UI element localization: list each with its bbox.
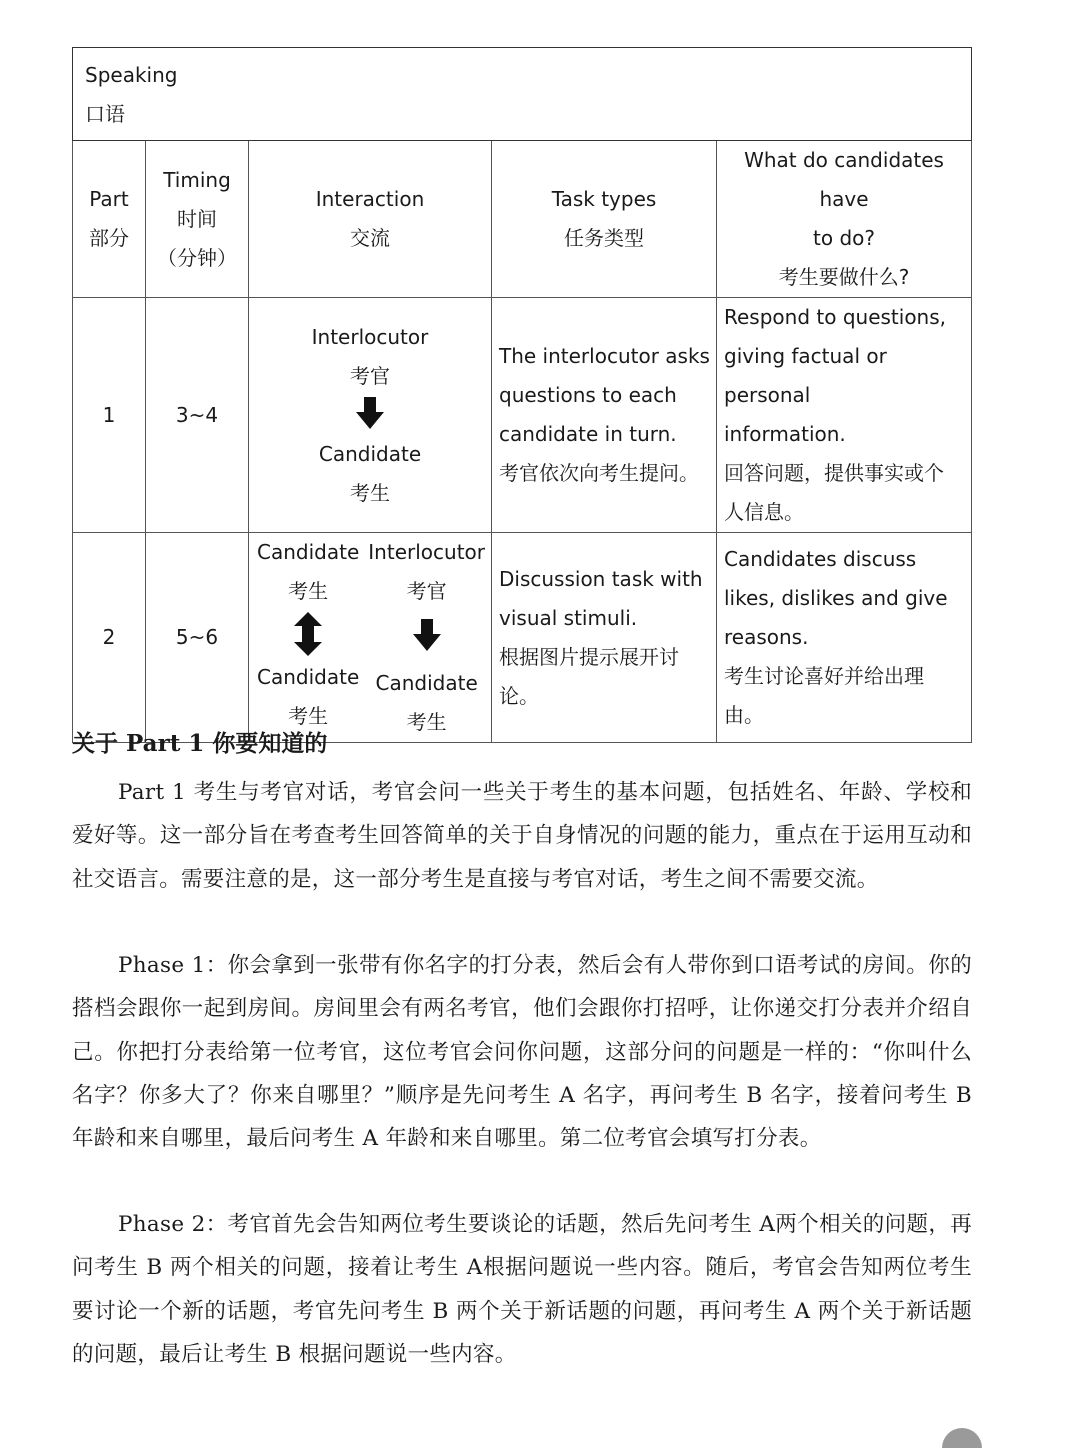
header-task-en: Task types	[551, 187, 657, 211]
down-arrow-icon	[368, 617, 485, 664]
table-row	[73, 298, 972, 533]
row2-what-line: reasons.	[724, 625, 809, 649]
down-arrow-icon	[249, 396, 491, 435]
row2-what	[717, 533, 972, 743]
row2-right-from-en: Interlocutor	[368, 540, 485, 564]
header-interaction-en: Interaction	[315, 187, 425, 211]
header-timing	[146, 141, 249, 298]
row2-interaction-left	[257, 533, 359, 742]
row2-task-line: Discussion task with	[499, 566, 703, 591]
row1-task-line: 考官依次向考生提问。	[499, 461, 699, 485]
row1-interaction-to-zh: 考生	[350, 480, 390, 505]
row1-what	[717, 298, 972, 533]
row2-what-line: Candidates discuss	[724, 547, 917, 571]
row1-what-line: information.	[724, 422, 846, 446]
row1-task	[492, 298, 717, 533]
row2-left-from-zh: 考生	[288, 579, 329, 603]
header-what-en-1: What do candidates have	[744, 148, 944, 211]
section-title: 关于 Part 1 你要知道的	[72, 730, 328, 757]
row2-timing: 5~6	[146, 533, 249, 743]
row1-interaction-from-zh: 考官	[350, 363, 390, 388]
row2-task-line: 论。	[499, 683, 539, 708]
header-interaction	[249, 141, 492, 298]
table-header-row	[73, 141, 972, 298]
header-what-zh: 考生要做什么?	[778, 265, 910, 289]
row1-what-line: 人信息。	[724, 500, 804, 524]
header-task-types	[492, 141, 717, 298]
header-timing-en: Timing	[163, 167, 231, 192]
row2-left-to-zh: 考生	[288, 704, 329, 728]
row1-timing: 3~4	[146, 298, 249, 533]
header-part-en: Part	[89, 187, 129, 211]
header-timing-zh: 时间	[177, 206, 217, 231]
row1-what-line: giving factual or personal	[724, 344, 887, 407]
row1-interaction-from-en: Interlocutor	[311, 324, 429, 349]
row2-what-line: 由。	[724, 703, 764, 727]
row2-right-to-zh: 考生	[406, 710, 447, 734]
row2-left-from-en: Candidate	[257, 540, 360, 564]
row2-task-line: 根据图片提示展开讨	[499, 644, 679, 669]
paragraph-phase1: Phase 1：你会拿到一张带有你名字的打分表，然后会有人带你到口语考试的房间。你的搭档会跟你一起到房间。房间里会有两名考官，他们会跟你打招呼，让你递交打分表并介绍自己。你把打分表给第一位考官，这位考官会问你问题，这部分问的问题是一样的：“你叫什么名字？你多大了？你来自哪里？”顺序是先问考生 A 名字，再问考生 B 名字，接着问考生 B年龄和来自哪里，最后问考生 A 年龄和来自哪里。第二位考官会填写打分表。	[72, 953, 972, 1152]
double-arrow-icon	[257, 611, 359, 658]
page-corner-button[interactable]	[942, 1428, 982, 1448]
row2-what-line: likes, dislikes and give	[724, 586, 948, 610]
table-title-zh: 口语	[85, 102, 125, 126]
row2-interaction-right	[368, 533, 485, 742]
row1-task-line: questions to each	[499, 383, 677, 407]
row2-what-line: 考生讨论喜好并给出理	[724, 664, 924, 688]
row1-what-line: 回答问题，提供事实或个	[724, 461, 944, 485]
table-row	[73, 533, 972, 743]
header-task-zh: 任务类型	[564, 226, 644, 250]
row2-task-line: visual stimuli.	[499, 605, 638, 630]
row1-interaction-to-en: Candidate	[318, 441, 422, 466]
row1-part: 1	[73, 298, 146, 533]
row2-part: 2	[73, 533, 146, 743]
row1-task-line: candidate in turn.	[499, 422, 677, 446]
speaking-table	[72, 47, 972, 743]
row2-interaction	[249, 533, 492, 743]
row2-right-to-en: Candidate	[375, 671, 478, 695]
header-part-zh: 部分	[89, 226, 129, 250]
table-title-en: Speaking	[85, 63, 178, 87]
table-title-cell	[73, 48, 972, 141]
header-part	[73, 141, 146, 298]
row1-task-line: The interlocutor asks	[499, 344, 710, 368]
header-what-to-do	[717, 141, 972, 298]
header-what-en-2: to do?	[813, 226, 876, 250]
paragraph-phase2: Phase 2：考官首先会告知两位考生要谈论的话题，然后先问考生 A两个相关的问题，再问考生 B 两个相关的问题，接着让考生 A根据问题说一些内容。随后，考官会告知两位考生要讨论一个新的话题，考官先问考生 B 两个关于新话题的问题，再问考生 A 两个关于新话题的问题，最后让考生 B 根据问题说一些内容。	[72, 1212, 972, 1367]
header-interaction-zh: 交流	[350, 226, 390, 250]
row1-interaction	[249, 298, 492, 533]
header-timing-unit: （分钟）	[157, 245, 237, 270]
row2-left-to-en: Candidate	[257, 665, 360, 689]
row2-task	[492, 533, 717, 743]
row1-what-line: Respond to questions,	[724, 305, 947, 329]
row2-right-from-zh: 考官	[406, 579, 447, 603]
paragraph-part1: Part 1 考生与考官对话，考官会问一些关于考生的基本问题，包括姓名、年龄、学校和爱好等。这一部分旨在考查考生回答简单的关于自身情况的问题的能力，重点在于运用互动和社交语言。需要注意的是，这一部分考生是直接与考官对话，考生之间不需要交流。	[72, 780, 972, 892]
